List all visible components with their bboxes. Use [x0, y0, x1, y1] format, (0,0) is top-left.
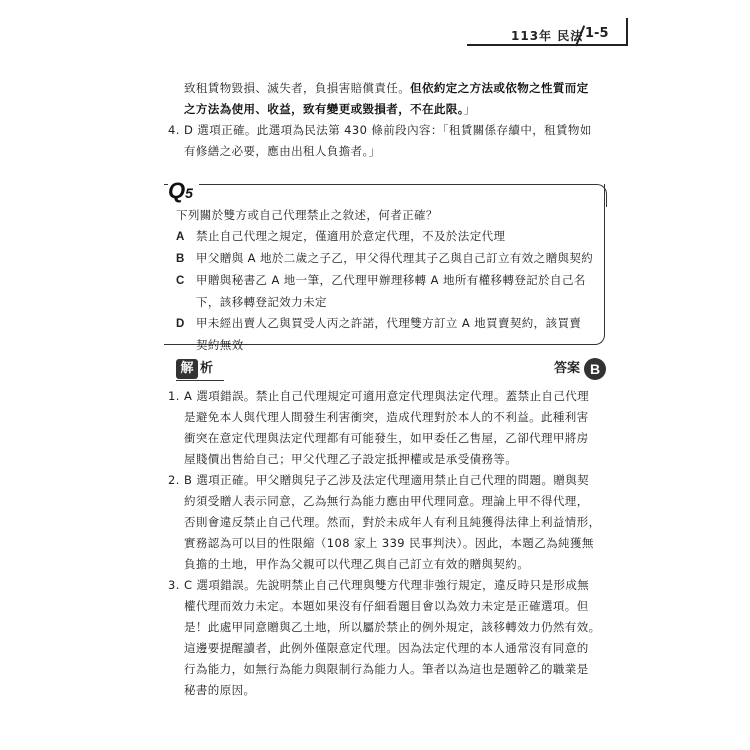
text-normal: B 選項正確。甲父贈與兒子乙涉及法定代理適用禁止自己代理的問題。贈與契	[184, 473, 590, 487]
page-header	[467, 18, 627, 46]
option-letter: C	[176, 275, 185, 287]
analysis-line: 衝突在意定代理與法定代理都有可能發生，如甲委任乙售屋，乙卻代理甲將房	[184, 431, 589, 445]
text-line	[168, 141, 618, 162]
text-line	[168, 120, 618, 141]
text-normal: D 選項正確。此選項為民法第 430 條前段內容：「租賃關係存續中，租賃物如	[184, 123, 592, 137]
option-text: 甲未經出賣人乙與買受人丙之許諾，代理雙方訂立 A 地買賣契約，該買賣	[196, 316, 582, 330]
analysis-badge: 解	[176, 359, 198, 379]
text-bold: 但依約定之方法或依物之性質而定	[410, 81, 589, 95]
item-4	[168, 120, 618, 162]
text-normal: 」	[463, 102, 476, 116]
page-number: 1-5	[585, 26, 609, 41]
analysis-line: 屋賤價出售給自己；甲父代理乙子設定抵押權或是承受債務等。	[184, 452, 518, 466]
analysis-line: 這邊要提醒讀者，此例外僅限意定代理。因為法定代理的本人通常沒有同意的	[184, 641, 589, 655]
item-number: 2.	[168, 473, 180, 487]
question-body	[176, 205, 606, 356]
item-number: 1.	[168, 389, 180, 403]
analysis-underline	[176, 380, 224, 381]
option-c	[176, 270, 606, 292]
analysis-line: 否則會違反禁止自己代理。然而，對於未成年人有利且純獲得法律上利益情形，	[184, 515, 601, 529]
option-d-continued: 契約無效	[196, 338, 244, 352]
text-normal: 致租賃物毀損、滅失者，負損害賠償責任。	[184, 81, 411, 95]
option-letter: A	[176, 231, 185, 243]
text-line	[184, 99, 614, 120]
text-normal: C 選項錯誤。先說明禁止自己代理與雙方代理非強行規定，違反時只是形成無	[184, 578, 590, 592]
text-normal: A 選項錯誤。禁止自己代理規定可適用意定代理與法定代理。蓋禁止自己代理	[184, 389, 590, 403]
text-normal: 有修繕之必要，應由出租人負擔者。」	[184, 144, 381, 158]
analysis-list	[168, 386, 613, 701]
question-stem: 下列關於雙方或自己代理禁止之敘述，何者正確？	[176, 208, 438, 222]
item-number: 4.	[168, 123, 180, 137]
analysis-line: 行為能力，如無行為能力與限制行為能力人。筆者以為這也是題幹乙的職業是	[184, 662, 589, 676]
answer-label: 答案	[553, 361, 580, 376]
answer-value: B	[584, 358, 606, 380]
option-c-continued: 下，該移轉登記效力未定	[196, 295, 327, 309]
question-label	[168, 178, 199, 204]
answer-header	[176, 359, 606, 383]
continuation-paragraph	[184, 78, 614, 120]
header-rule	[467, 44, 627, 46]
option-letter: D	[176, 318, 185, 330]
question-letter: Q	[168, 178, 186, 203]
option-d	[176, 313, 606, 335]
item-number: 3.	[168, 578, 180, 592]
analysis-line: 實務認為可以目的性限縮（108 家上 339 民事判決）。因此，本題乙為純獲無	[184, 536, 594, 550]
analysis-line: 負擔的土地，甲作為父親可以代理乙與自己訂立有效的贈與契約。	[184, 557, 530, 571]
option-letter: B	[176, 253, 185, 265]
option-text: 甲贈與秘書乙 A 地一筆，乙代理甲辦理移轉 A 地所有權移轉登記於自己名	[196, 273, 586, 287]
header-subject: 113年 民法	[511, 29, 584, 43]
analysis-line	[168, 386, 613, 407]
analysis-line: 秘書的原因。	[184, 683, 256, 697]
question-number: 5	[185, 185, 193, 201]
analysis-line: 約須受贈人表示同意，乙為無行為能力應由甲代理同意。理論上甲不得代理，	[184, 494, 589, 508]
analysis-line: 是！此處甲同意贈與乙土地，所以屬於禁止的例外規定，該移轉效力仍然有效。	[184, 620, 601, 634]
option-text: 禁止自己代理之規定，僅適用於意定代理，不及於法定代理	[196, 229, 506, 243]
analysis-line	[168, 470, 613, 491]
analysis-line: 是避免本人與代理人間發生利害衝突，造成代理對於本人的不利益。此種利害	[184, 410, 589, 424]
text-bold: 之方法為使用、收益，致有變更或毀損者，不在此限。	[184, 102, 464, 116]
text-line	[184, 78, 614, 99]
option-text: 甲父贈與 A 地於二歲之子乙，甲父得代理其子乙與自己訂立有效之贈與契約	[196, 251, 594, 265]
option-a	[176, 226, 606, 248]
analysis-line: 權代理而效力未定。本題如果沒有仔細看題目會以為效力未定是正確選項。但	[184, 599, 589, 613]
analysis-badge-suffix: 析	[200, 361, 214, 376]
analysis-line	[168, 575, 613, 596]
header-vertical-rule	[626, 18, 628, 46]
option-b	[176, 248, 606, 270]
